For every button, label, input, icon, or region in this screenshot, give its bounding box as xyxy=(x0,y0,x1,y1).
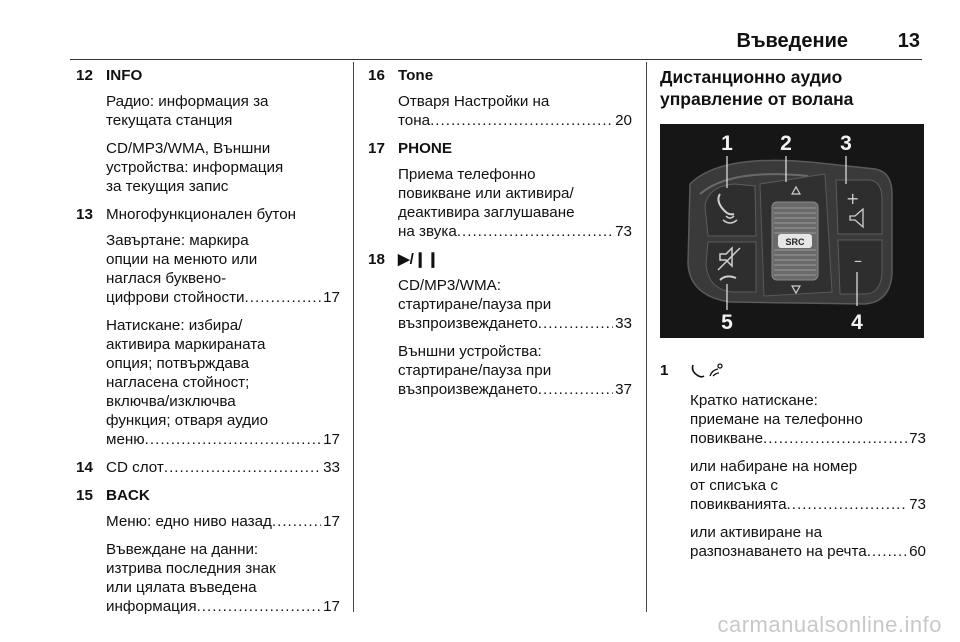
entry-number: 1 xyxy=(660,362,669,379)
reference-page: 37 xyxy=(615,381,632,398)
page-reference xyxy=(690,542,926,561)
callout-label-3: 3 xyxy=(840,132,852,155)
callout-label-4: 4 xyxy=(851,311,863,334)
text-line: устройства: информация xyxy=(106,159,284,176)
reference-page: 73 xyxy=(909,430,926,447)
entry-heading: Многофункционален бутон xyxy=(106,206,297,223)
column-1 xyxy=(76,66,340,616)
text-line: наглася буквено- xyxy=(106,270,227,287)
entry-paragraph xyxy=(106,231,340,307)
entry-paragraph xyxy=(106,512,340,531)
callout-label-5: 5 xyxy=(721,311,733,334)
text-line: изтрива последния знак xyxy=(106,560,276,577)
page-reference xyxy=(398,111,632,130)
reference-text: тона xyxy=(398,112,431,129)
text-line: нагласена стойност; xyxy=(106,374,250,391)
entry-paragraph xyxy=(690,457,926,514)
text-line: опции на менюто или xyxy=(106,251,258,268)
page-reference xyxy=(398,380,632,399)
reference-page: 17 xyxy=(323,431,340,448)
entry-number: 17 xyxy=(368,140,385,157)
entry-number: 18 xyxy=(368,251,385,268)
play-pause-icon: ▶/❙❙ xyxy=(398,251,440,268)
text-line: деактивира заглушаване xyxy=(398,204,575,221)
entry-17 xyxy=(368,139,632,241)
text-line: или активиране на xyxy=(690,524,823,541)
entry-13 xyxy=(76,205,340,449)
entry-heading xyxy=(690,361,926,384)
page-reference xyxy=(106,512,340,531)
entry-number: 13 xyxy=(76,206,93,223)
entry-paragraph xyxy=(106,139,340,196)
entry-12 xyxy=(76,66,340,196)
page-reference xyxy=(398,314,632,333)
entry-14 xyxy=(76,458,340,477)
chapter-title: Въведение xyxy=(736,30,848,52)
reference-page: 73 xyxy=(615,223,632,240)
reference-text: разпознаването на речта xyxy=(690,543,867,560)
text-line: CD/MP3/WMA: xyxy=(398,277,501,294)
text-line: Въвеждане на данни: xyxy=(106,541,259,558)
entry-18 xyxy=(368,250,632,399)
entry-heading: Tone xyxy=(398,67,434,84)
text-line: или цялата въведена xyxy=(106,579,257,596)
reference-page: 17 xyxy=(323,598,340,615)
reference-page: 73 xyxy=(909,496,926,513)
reference-page: 17 xyxy=(323,289,340,306)
reference-page: 33 xyxy=(615,315,632,332)
entry-heading: PHONE xyxy=(398,140,453,157)
phone-voice-icon xyxy=(690,361,730,379)
reference-text: Меню: едно ниво назад xyxy=(106,513,272,530)
text-line: за текущия запис xyxy=(106,178,229,195)
callout-label-1: 1 xyxy=(721,132,733,155)
reference-page: 33 xyxy=(323,459,340,476)
entry-number: 16 xyxy=(368,67,385,84)
text-line: опция; потвърждава xyxy=(106,355,250,372)
entry-paragraph xyxy=(106,92,340,130)
text-line: Радио: информация за xyxy=(106,93,269,110)
entry-paragraph xyxy=(398,165,632,241)
column-3 xyxy=(660,66,926,561)
reference-text: CD слот xyxy=(106,459,164,476)
page-reference xyxy=(106,458,340,477)
reference-page: 17 xyxy=(323,513,340,530)
entry-paragraph xyxy=(398,92,632,130)
entry-number: 12 xyxy=(76,67,93,84)
page-reference xyxy=(398,222,632,241)
text-line: Натискане: избира/ xyxy=(106,317,243,334)
reference-text: информация xyxy=(106,598,197,615)
text-line: от списъка с xyxy=(690,477,778,494)
page-reference xyxy=(106,430,340,449)
entry-number: 15 xyxy=(76,487,93,504)
src-label: SRC xyxy=(785,237,805,247)
callout-label-2: 2 xyxy=(780,132,792,155)
reference-text: цифрови стойности xyxy=(106,289,245,306)
text-line: Завъртане: маркира xyxy=(106,232,249,249)
entry-paragraph xyxy=(398,276,632,333)
entry-number: 14 xyxy=(76,459,93,476)
text-line: CD/MP3/WMA, Външни xyxy=(106,140,271,157)
reference-page: 20 xyxy=(615,112,632,129)
section-title-line: управление от волана xyxy=(660,89,854,109)
text-line: Външни устройства: xyxy=(398,343,542,360)
entry-heading: BACK xyxy=(106,487,150,504)
column-divider-2 xyxy=(646,62,647,612)
entry-heading: INFO xyxy=(106,67,143,84)
text-line: Кратко натискане: xyxy=(690,392,818,409)
steering-wheel-controls-diagram xyxy=(660,124,924,338)
watermark: carmanualsonline.info xyxy=(717,612,942,637)
reference-text: меню xyxy=(106,431,145,448)
reference-text: повикванията xyxy=(690,496,787,513)
header-rule xyxy=(70,59,922,60)
text-line: активира маркираната xyxy=(106,336,266,353)
text-line: включва/изключва xyxy=(106,393,236,410)
column-divider-1 xyxy=(353,62,354,612)
text-line: или набиране на номер xyxy=(690,458,858,475)
page-number: 13 xyxy=(897,30,920,52)
text-line: текущата станция xyxy=(106,112,233,129)
minus-icon: – xyxy=(854,251,862,270)
section-title xyxy=(660,66,926,110)
text-line: функция; отваря аудио xyxy=(106,412,269,429)
reference-text: повикване xyxy=(690,430,764,447)
text-line: стартиране/пауза при xyxy=(398,362,552,379)
page-reference xyxy=(106,597,340,616)
entry-paragraph xyxy=(106,316,340,449)
text-line: Отваря Настройки на xyxy=(398,93,550,110)
text-line: Приема телефонно xyxy=(398,166,536,183)
page-reference xyxy=(106,288,340,307)
reference-text: на звука xyxy=(398,223,457,240)
text-line: повикване или активира/ xyxy=(398,185,574,202)
section-title-line: Дистанционно аудио xyxy=(660,67,843,87)
plus-icon: + xyxy=(846,189,860,208)
page-reference xyxy=(690,429,926,448)
page-reference xyxy=(690,495,926,514)
entry-paragraph xyxy=(690,523,926,561)
entry-15 xyxy=(76,486,340,616)
entry-paragraph xyxy=(398,342,632,399)
entry-paragraph xyxy=(106,540,340,616)
entry-1 xyxy=(660,361,926,561)
reference-text: възпроизвеждането xyxy=(398,381,538,398)
text-line: приемане на телефонно xyxy=(690,411,863,428)
reference-page: 60 xyxy=(909,543,926,560)
text-line: стартиране/пауза при xyxy=(398,296,552,313)
phone-button xyxy=(705,184,756,236)
entry-16 xyxy=(368,66,632,130)
reference-text: възпроизвеждането xyxy=(398,315,538,332)
entry-paragraph xyxy=(690,391,926,448)
column-2 xyxy=(368,66,632,399)
